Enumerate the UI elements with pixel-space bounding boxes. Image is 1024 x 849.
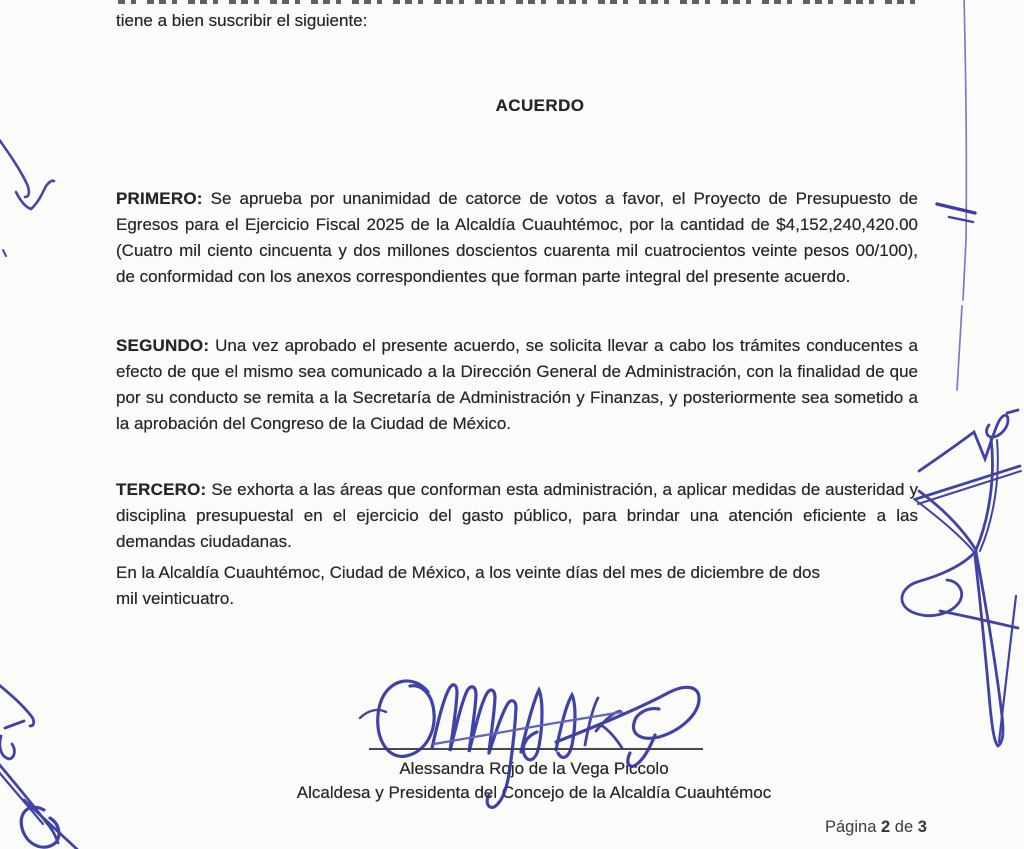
page-number-label: Página bbox=[825, 818, 877, 836]
page-number bbox=[825, 818, 927, 837]
page-number-current: 2 bbox=[880, 818, 891, 836]
paragraph-segundo bbox=[116, 333, 918, 437]
paragraph-primero-text: Se aprueba por unanimidad de catorce de votos a favor, el Proyecto de Presupuesto de Egresos para el Ejercicio Fiscal 2025 de la Alcaldía Cuauhtémoc, por la cantidad de $4,152,240,420.00 (Cuatro mil ciento cincuenta y dos millones doscientos cuarenta mil cuatrocientos veinte pesos 00/100), de conformidad con los anexos correspondientes que forman parte integral del presente acuerdo. bbox=[116, 189, 918, 286]
signatory-title: Alcaldesa y Presidenta del Concejo de la Alcaldía Cuauhtémoc bbox=[296, 783, 772, 802]
paragraph-tercero bbox=[116, 477, 918, 555]
pen-line-right-margin bbox=[957, 0, 966, 390]
paragraph-tercero-label: TERCERO: bbox=[116, 480, 207, 499]
signatory-name: Alessandra Rojo de la Vega Piccolo bbox=[399, 759, 669, 778]
clipped-text-remnant bbox=[118, 0, 918, 4]
paragraph-primero bbox=[116, 186, 918, 290]
signature-rule bbox=[369, 748, 703, 750]
document-heading: ACUERDO bbox=[495, 96, 585, 115]
intro-line: tiene a bien suscribir el siguiente: bbox=[116, 11, 368, 30]
paragraph-segundo-text: Una vez aprobado el presente acuerdo, se solicita llevar a cabo los trámites conducentes a efecto de que el mismo sea comunicado a la Dirección General de Administración, con la finalidad de que por su conducto se remita a la Secretaría de Administración y Finanzas, y posteriormente sea sometido a la aprobación del Congreso de la Ciudad de México. bbox=[116, 336, 919, 433]
paragraph-tercero-text: Se exhorta a las áreas que conforman esta administración, a aplicar medidas de austeridad y disciplina presupuestal en el ejercicio del gasto público, para brindar una atención eficiente a las demandas ciudadanas. bbox=[116, 480, 918, 551]
page-number-total: 3 bbox=[917, 818, 927, 836]
pen-tick-right-margin bbox=[937, 204, 975, 222]
pen-flourish-right bbox=[902, 410, 1021, 746]
paragraph-segundo-label: SEGUNDO: bbox=[116, 336, 210, 355]
page-number-of: de bbox=[894, 818, 914, 836]
pen-flourish-top-left bbox=[0, 138, 54, 256]
paragraph-primero-label: PRIMERO: bbox=[116, 189, 203, 208]
pen-flourish-bottom-left bbox=[0, 684, 80, 849]
dateline: En la Alcaldía Cuauhtémoc, Ciudad de México, a los veinte días del mes de diciembre de dos mil veinticuatro. bbox=[116, 563, 821, 608]
